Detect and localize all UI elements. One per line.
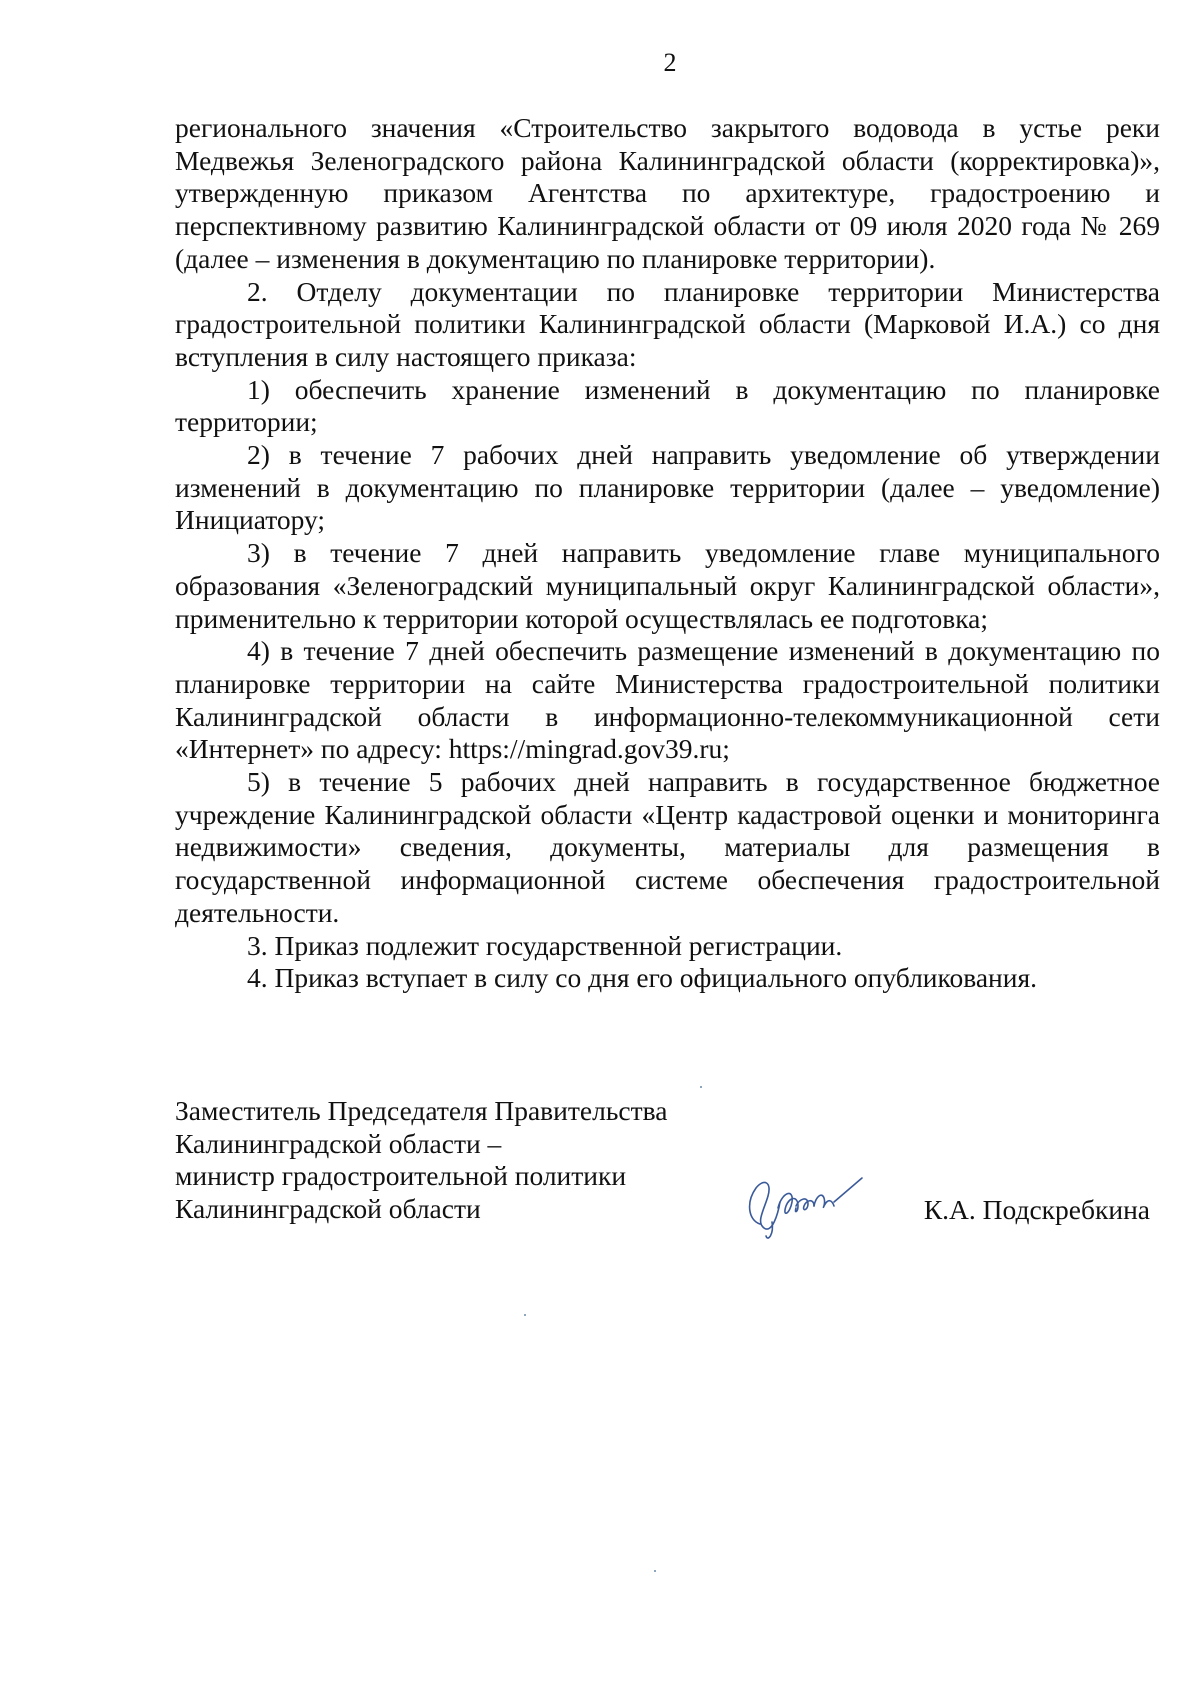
paragraph-intro-continuation: регионального значения «Строительство закрытого водовода в устье реки Медвежья Зеленоградского района Калининградской области (корректировка)», утвержденную приказом Агентства по архитектуре, градостроению и перспективному развитию Калининградской области от 09 июля 2020 года № 269 (далее – изменения в документацию по планировке территории). [175, 112, 1160, 274]
signer-position [175, 1095, 667, 1226]
paragraph-subitem-1: 1) обеспечить хранение изменений в документацию по планировке территории; [175, 373, 1160, 438]
scan-artifact [524, 1314, 526, 1316]
signer-position-line: Заместитель Председателя Правительства [175, 1095, 668, 1126]
signer-position-line: министр градостроительной политики [175, 1160, 627, 1192]
document-body [175, 112, 1160, 995]
scan-artifact [654, 1570, 656, 1572]
handwritten-signature [738, 1162, 868, 1242]
paragraph-subitem-5: 5) в течение 5 рабочих дней направить в государственное бюджетное учреждение Калининградской области «Центр кадастровой оценки и мониторинга недвижимости» сведения, документы, материалы для размещения в государственной информационной системе обеспечения градостроительной деятельности. [175, 766, 1160, 928]
paragraph-subitem-4: 4) в течение 7 дней обеспечить размещение изменений в документацию по планировке территории на сайте Министерства градостроительной политики Калининградской области в информационно-телекоммуникационной сети «Интернет» по адресу: https://mingrad.gov39.ru; [175, 635, 1160, 765]
signer-position-line: Калининградской области – [175, 1127, 502, 1159]
signer-name: К.А. Подскребкина [923, 1194, 1150, 1225]
page-number: 2 [663, 48, 677, 77]
scan-artifact [700, 1086, 702, 1088]
signer-position-line: Калининградской области [175, 1193, 481, 1225]
paragraph-item-3: 3. Приказ подлежит государственной регистрации. [247, 929, 843, 961]
paragraph-item-2: 2. Отделу документации по планировке территории Министерства градостроительной политики Калининградской области (Марковой И.А.) со дня вступления в силу настоящего приказа: [175, 275, 1160, 372]
paragraph-subitem-3: 3) в течение 7 дней направить уведомление главе муниципального образования «Зеленоградский муниципальный округ Калининградской области», применительно к территории которой осуществлялась ее подготовка; [175, 537, 1160, 634]
paragraph-subitem-2: 2) в течение 7 рабочих дней направить уведомление об утверждении изменений в документацию по планировке территории (далее – уведомление) Инициатору; [175, 439, 1160, 536]
paragraph-item-4: 4. Приказ вступает в силу со дня его официального опубликования. [247, 962, 1038, 994]
